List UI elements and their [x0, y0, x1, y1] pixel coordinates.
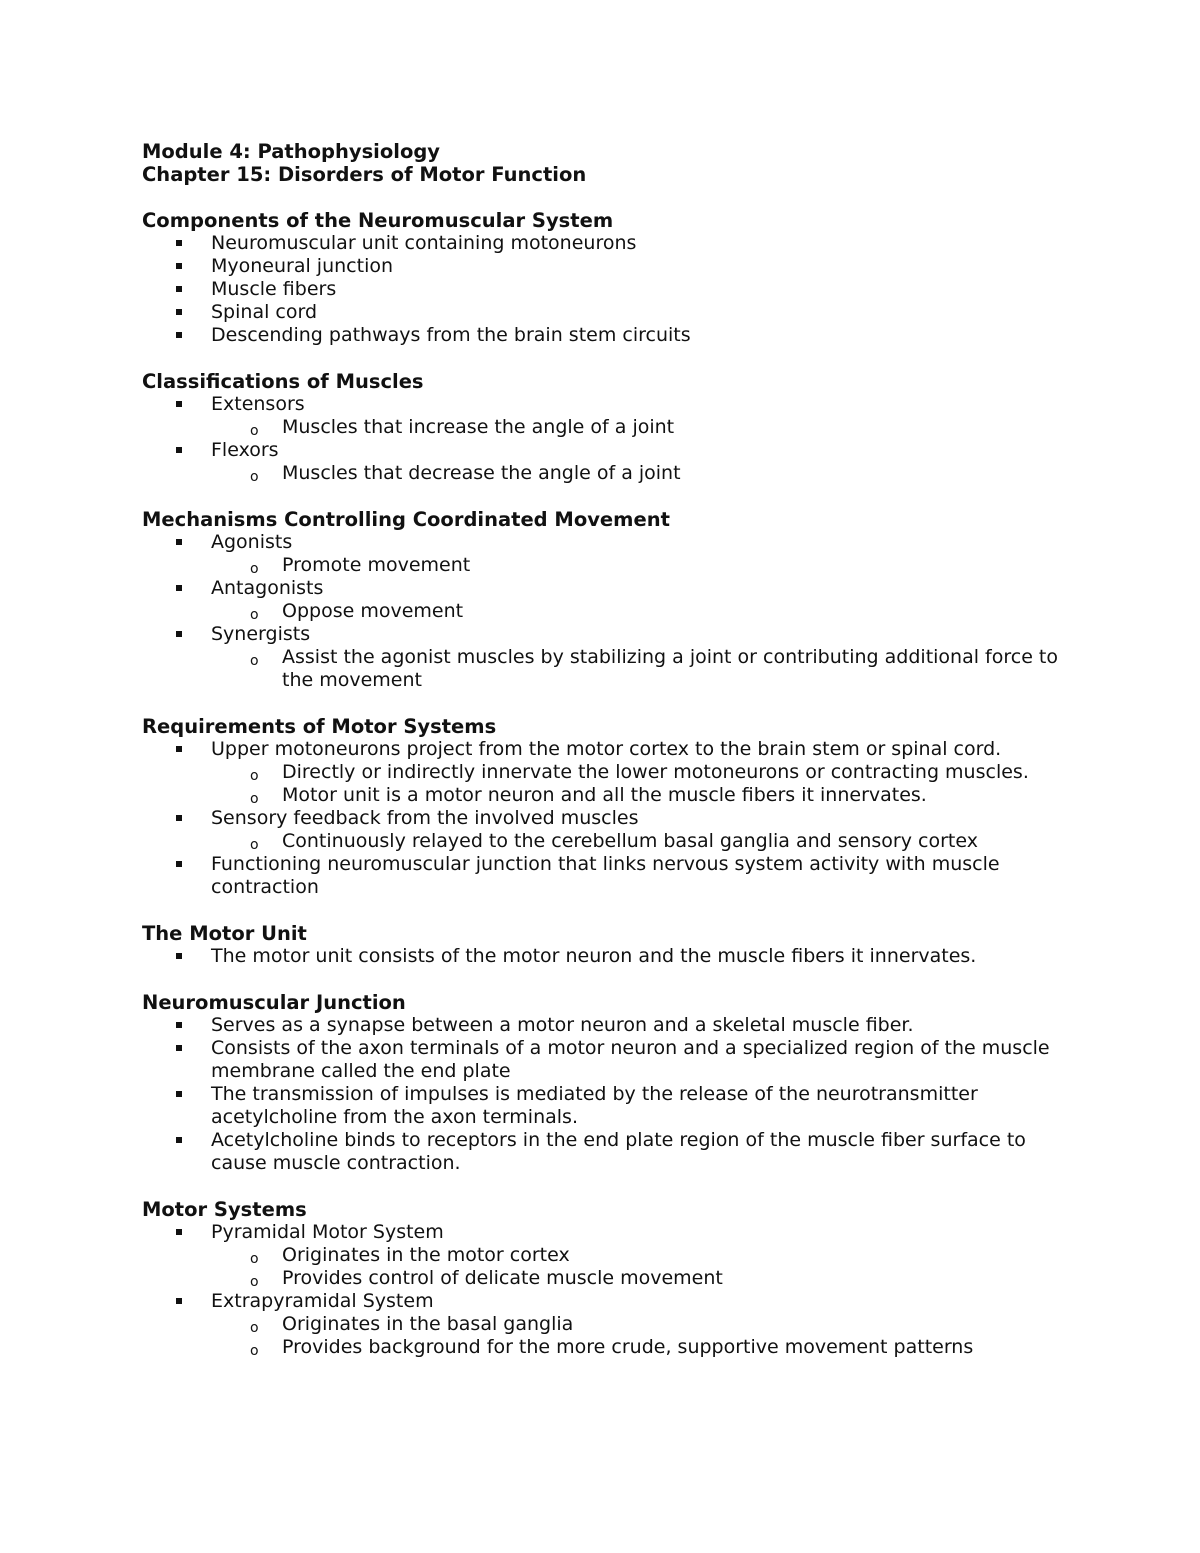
list-item-text: Flexors: [211, 439, 279, 461]
list-item: [142, 232, 1082, 255]
circle-bullet-icon: o: [250, 561, 259, 577]
list-item-text: Pyramidal Motor System: [211, 1221, 444, 1243]
square-bullet-icon: [176, 815, 182, 821]
list-item: [142, 623, 1082, 692]
circle-bullet-icon: o: [250, 1274, 259, 1290]
list-item-text: Synergists: [211, 623, 311, 645]
sub-list-item-text: Oppose movement: [282, 600, 464, 622]
sub-list-item: [142, 416, 1082, 439]
bullet-list: [142, 1014, 1082, 1175]
square-bullet-icon: [176, 286, 182, 292]
list-item: [142, 1290, 1082, 1359]
bullet-list: [142, 945, 1082, 968]
square-bullet-icon: [176, 332, 182, 338]
bullet-list: [142, 531, 1082, 692]
list-item-text: Consists of the axon terminals of a motor neuron and a specialized region of the muscle membrane called the end plate: [211, 1037, 1050, 1082]
sub-bullet-list: [211, 462, 1082, 485]
bullet-list: [142, 393, 1082, 485]
square-bullet-icon: [176, 746, 182, 752]
list-item-text: Neuromuscular unit containing motoneurons: [211, 232, 637, 254]
list-item: [142, 531, 1082, 577]
section-heading: Mechanisms Controlling Coordinated Movement: [142, 508, 670, 531]
square-bullet-icon: [176, 240, 182, 246]
sub-list-item: [142, 646, 1082, 692]
sub-bullet-list: [211, 1313, 1082, 1359]
list-item: [142, 853, 1082, 899]
square-bullet-icon: [176, 263, 182, 269]
square-bullet-icon: [176, 631, 182, 637]
sub-bullet-list: [211, 416, 1082, 439]
list-item-text: Sensory feedback from the involved muscles: [211, 807, 639, 829]
sub-list-item-text: Directly or indirectly innervate the lower motoneurons or contracting muscles.: [282, 761, 1029, 783]
bullet-list: [142, 232, 1082, 347]
circle-bullet-icon: o: [250, 1251, 259, 1267]
list-item-text: Upper motoneurons project from the motor cortex to the brain stem or spinal cord.: [211, 738, 1002, 760]
sub-bullet-list: [211, 830, 1082, 853]
section: [142, 922, 1082, 968]
sub-list-item-text: Muscles that increase the angle of a joint: [282, 416, 675, 438]
section: [142, 370, 1082, 485]
square-bullet-icon: [176, 1137, 182, 1143]
square-bullet-icon: [176, 1298, 182, 1304]
square-bullet-icon: [176, 401, 182, 407]
sub-list-item: [142, 1313, 1082, 1336]
section-heading: Classifications of Muscles: [142, 370, 424, 393]
sub-list-item-text: Provides background for the more crude, supportive movement patterns: [282, 1336, 974, 1358]
list-item-text: The motor unit consists of the motor neuron and the muscle fibers it innervates.: [211, 945, 977, 967]
circle-bullet-icon: o: [250, 768, 259, 784]
sub-bullet-list: [211, 554, 1082, 577]
list-item: [142, 1037, 1082, 1083]
list-item: [142, 439, 1082, 485]
bullet-list: [142, 738, 1082, 899]
section: [142, 508, 1082, 692]
section-heading: Components of the Neuromuscular System: [142, 209, 614, 232]
list-item-text: Functioning neuromuscular junction that links nervous system activity with muscle contraction: [211, 853, 1000, 898]
circle-bullet-icon: o: [250, 1320, 259, 1336]
list-item: [142, 945, 1082, 968]
section-heading: The Motor Unit: [142, 922, 307, 945]
list-item-text: Muscle fibers: [211, 278, 337, 300]
sub-list-item: [142, 1244, 1082, 1267]
sub-list-item: [142, 462, 1082, 485]
list-item: [142, 255, 1082, 278]
section-heading: Neuromuscular Junction: [142, 991, 406, 1014]
square-bullet-icon: [176, 1091, 182, 1097]
sub-list-item: [142, 554, 1082, 577]
square-bullet-icon: [176, 447, 182, 453]
square-bullet-icon: [176, 1229, 182, 1235]
sub-bullet-list: [211, 1244, 1082, 1290]
square-bullet-icon: [176, 539, 182, 545]
square-bullet-icon: [176, 585, 182, 591]
list-item: [142, 1014, 1082, 1037]
list-item-text: Descending pathways from the brain stem circuits: [211, 324, 691, 346]
sub-list-item-text: Muscles that decrease the angle of a joint: [282, 462, 681, 484]
square-bullet-icon: [176, 309, 182, 315]
sub-list-item-text: Motor unit is a motor neuron and all the muscle fibers it innervates.: [282, 784, 927, 806]
section-heading: Motor Systems: [142, 1198, 307, 1221]
section: [142, 715, 1082, 899]
square-bullet-icon: [176, 953, 182, 959]
list-item-text: Serves as a synapse between a motor neuron and a skeletal muscle fiber.: [211, 1014, 914, 1036]
sub-bullet-list: [211, 600, 1082, 623]
sub-list-item: [142, 830, 1082, 853]
circle-bullet-icon: o: [250, 1343, 259, 1359]
square-bullet-icon: [176, 1045, 182, 1051]
list-item-text: Myoneural junction: [211, 255, 394, 277]
list-item: [142, 1083, 1082, 1129]
list-item-text: Agonists: [211, 531, 293, 553]
list-item: [142, 301, 1082, 324]
sub-list-item: [142, 784, 1082, 807]
bullet-list: [142, 1221, 1082, 1359]
list-item: [142, 738, 1082, 807]
list-item-text: Extrapyramidal System: [211, 1290, 434, 1312]
list-item-text: Antagonists: [211, 577, 324, 599]
section-heading: Requirements of Motor Systems: [142, 715, 497, 738]
sub-list-item-text: Continuously relayed to the cerebellum basal ganglia and sensory cortex: [282, 830, 978, 852]
document-page: [142, 140, 1082, 1359]
list-item: [142, 393, 1082, 439]
list-item: [142, 1221, 1082, 1290]
list-item-text: Spinal cord: [211, 301, 318, 323]
circle-bullet-icon: o: [250, 469, 259, 485]
circle-bullet-icon: o: [250, 423, 259, 439]
sub-list-item-text: Assist the agonist muscles by stabilizing a joint or contributing additional force to the movement: [282, 646, 1059, 691]
sub-list-item: [142, 761, 1082, 784]
list-item: [142, 807, 1082, 853]
list-item-text: Extensors: [211, 393, 305, 415]
chapter-title: Chapter 15: Disorders of Motor Function: [142, 163, 587, 186]
section: [142, 209, 1082, 347]
circle-bullet-icon: o: [250, 607, 259, 623]
list-item: [142, 1129, 1082, 1175]
sub-list-item-text: Originates in the motor cortex: [282, 1244, 570, 1266]
sub-bullet-list: [211, 761, 1082, 807]
list-item-text: The transmission of impulses is mediated by the release of the neurotransmitter acetylcholine from the axon terminals.: [211, 1083, 978, 1128]
sub-list-item: [142, 600, 1082, 623]
sub-list-item-text: Promote movement: [282, 554, 471, 576]
sub-list-item: [142, 1336, 1082, 1359]
section: [142, 1198, 1082, 1359]
list-item-text: Acetylcholine binds to receptors in the end plate region of the muscle fiber surface to cause muscle contraction.: [211, 1129, 1026, 1174]
circle-bullet-icon: o: [250, 837, 259, 853]
list-item: [142, 324, 1082, 347]
circle-bullet-icon: o: [250, 653, 259, 669]
section: [142, 991, 1082, 1175]
sub-list-item-text: Provides control of delicate muscle movement: [282, 1267, 723, 1289]
sub-bullet-list: [211, 646, 1082, 692]
square-bullet-icon: [176, 861, 182, 867]
sub-list-item: [142, 1267, 1082, 1290]
document-sections: [142, 209, 1082, 1359]
module-title: Module 4: Pathophysiology: [142, 140, 441, 163]
circle-bullet-icon: o: [250, 791, 259, 807]
square-bullet-icon: [176, 1022, 182, 1028]
list-item: [142, 278, 1082, 301]
sub-list-item-text: Originates in the basal ganglia: [282, 1313, 574, 1335]
list-item: [142, 577, 1082, 623]
